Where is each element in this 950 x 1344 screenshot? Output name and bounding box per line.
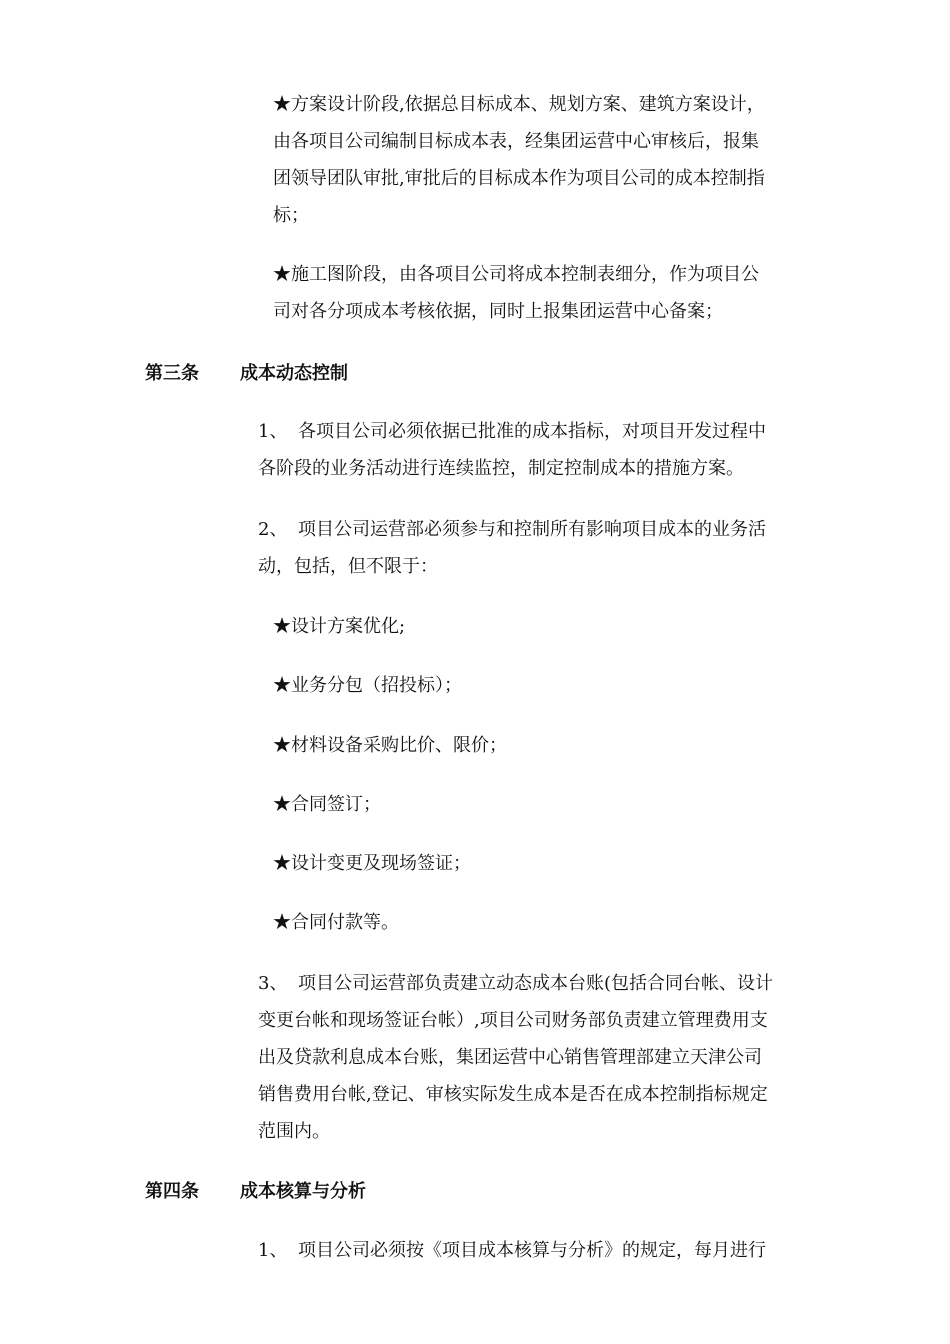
article-3-item-1 bbox=[258, 413, 813, 487]
article-4-item-1 bbox=[258, 1232, 813, 1269]
list-item: ★设计方案优化; bbox=[273, 616, 406, 637]
text-line: ★施工图阶段，由各项目公司将成本控制表细分，作为项目公 bbox=[273, 264, 759, 285]
item-number: 1、 bbox=[258, 421, 288, 442]
text-line: 标； bbox=[273, 205, 309, 226]
list-item: ★设计变更及现场签证； bbox=[273, 853, 471, 874]
article-3-item-3 bbox=[258, 965, 813, 1150]
article-title: 成本动态控制 bbox=[240, 363, 348, 384]
list-item: ★合同付款等。 bbox=[273, 912, 399, 933]
text-line: ★方案设计阶段,依据总目标成本、规划方案、建筑方案设计， bbox=[273, 94, 765, 115]
text-line: 项目公司运营部负责建立动态成本台账(包括合同台帐、设计 bbox=[298, 973, 774, 994]
item-number: 2、 bbox=[258, 519, 288, 540]
text-line: 范围内。 bbox=[258, 1121, 330, 1142]
cost-design-stage-paragraph bbox=[273, 86, 813, 234]
article-3-item-2 bbox=[258, 511, 813, 585]
construction-drawing-stage-paragraph bbox=[273, 256, 813, 330]
list-item: ★材料设备采购比价、限价； bbox=[273, 735, 507, 756]
article-label: 第四条 bbox=[145, 1181, 199, 1202]
article-title: 成本核算与分析 bbox=[240, 1181, 366, 1202]
text-line: 由各项目公司编制目标成本表，经集团运营中心审核后，报集 bbox=[273, 131, 759, 152]
text-line: 动，包括，但不限于： bbox=[258, 556, 438, 577]
text-line: 销售费用台帐,登记、审核实际发生成本是否在成本控制指标规定 bbox=[258, 1084, 768, 1105]
list-item: ★业务分包（招投标）； bbox=[273, 675, 462, 696]
text-line: 项目公司必须按《项目成本核算与分析》的规定，每月进行 bbox=[298, 1240, 766, 1261]
article-label: 第三条 bbox=[145, 363, 199, 384]
text-line: 各项目公司必须依据已批准的成本指标，对项目开发过程中 bbox=[298, 421, 766, 442]
text-line: 项目公司运营部必须参与和控制所有影响项目成本的业务活 bbox=[298, 519, 766, 540]
item-number: 3、 bbox=[258, 973, 288, 994]
list-item: ★合同签订； bbox=[273, 794, 381, 815]
article-3-heading bbox=[145, 355, 348, 392]
item-number: 1、 bbox=[258, 1240, 288, 1261]
text-line: 各阶段的业务活动进行连续监控，制定控制成本的措施方案。 bbox=[258, 458, 744, 479]
article-4-heading bbox=[145, 1173, 366, 1210]
text-line: 出及贷款利息成本台账，集团运营中心销售管理部建立天津公司 bbox=[258, 1047, 762, 1068]
text-line: 变更台帐和现场签证台帐）,项目公司财务部负责建立管理费用支 bbox=[258, 1010, 768, 1031]
text-line: 司对各分项成本考核依据，同时上报集团运营中心备案； bbox=[273, 301, 723, 322]
text-line: 团领导团队审批,审批后的目标成本作为项目公司的成本控制指 bbox=[273, 168, 765, 189]
